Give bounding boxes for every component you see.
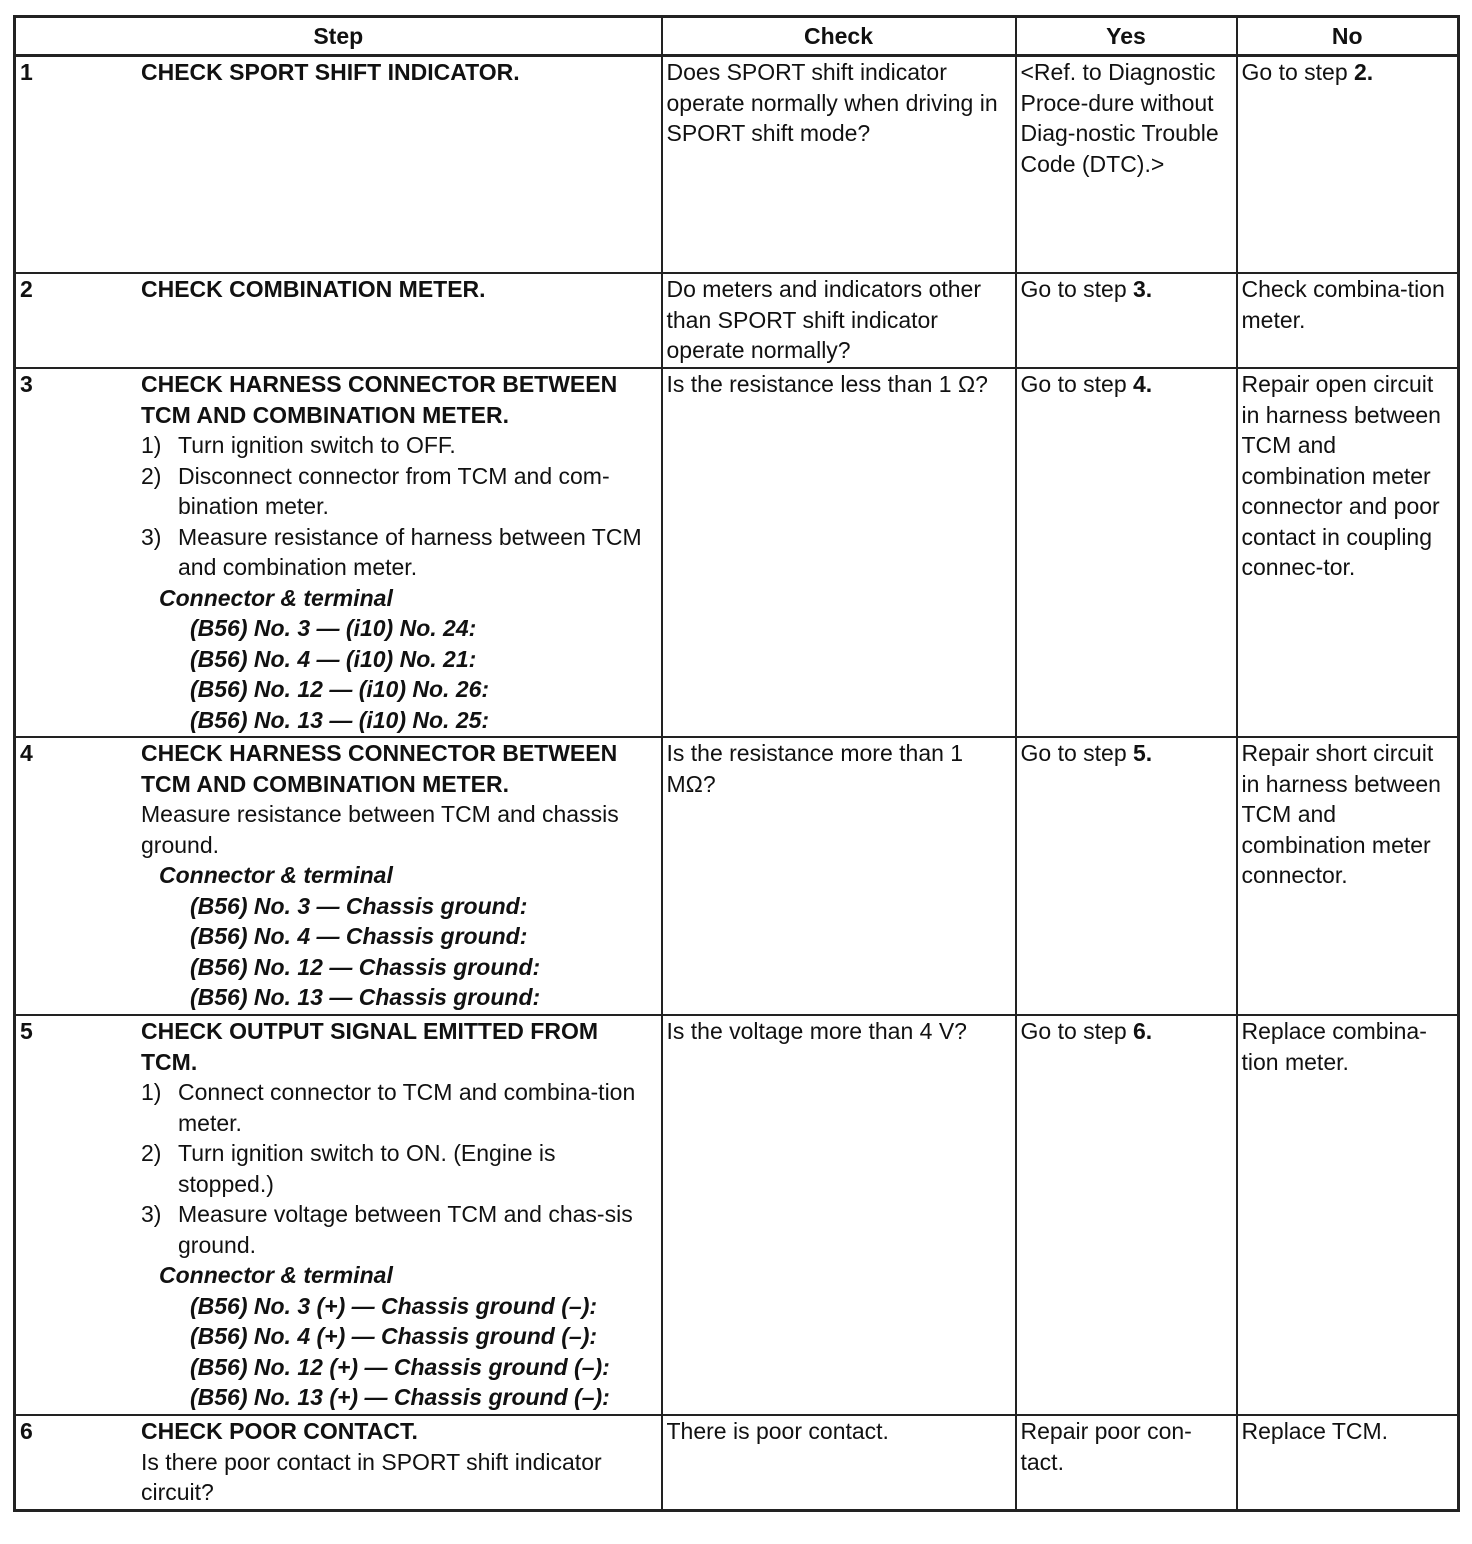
goto-step-link: 6. [1133, 1018, 1153, 1044]
no-cell: Check combina-tion meter. [1237, 273, 1459, 368]
yes-text: Go to step [1020, 1018, 1134, 1044]
connector-terminal: (B56) No. 3 (+) — Chassis ground (–): [190, 1292, 598, 1319]
step-instruction: Measure resistance between TCM and chassis ground. [141, 801, 619, 858]
procedure-number: 3) [141, 1201, 162, 1227]
connector-heading: Connector & terminal [159, 584, 393, 611]
step-title: CHECK SPORT SHIFT INDICATOR. [141, 59, 520, 85]
goto-step-link: 4. [1133, 371, 1153, 397]
yes-cell [1016, 1015, 1237, 1415]
no-text: Go to step [1241, 59, 1355, 85]
procedure-number: 2) [141, 1140, 162, 1166]
procedure-text: Disconnect connector from TCM and com-bination meter. [178, 462, 610, 519]
step-title: CHECK OUTPUT SIGNAL EMITTED FROM TCM. [141, 1018, 599, 1075]
check-cell: Is the resistance less than 1 Ω? [662, 368, 1016, 737]
procedure-text: Measure resistance of harness between TCM and combination meter. [178, 523, 642, 580]
no-cell: Repair open circuit in harness between TCM and combination meter connector and poor contact in coupling connec-tor. [1237, 368, 1459, 737]
check-cell: Does SPORT shift indicator operate normally when driving in SPORT shift mode? [662, 56, 1016, 274]
check-cell: Is the resistance more than 1 MΩ? [662, 737, 1016, 1015]
yes-text: Go to step [1020, 740, 1134, 766]
check-cell: There is poor contact. [662, 1415, 1016, 1511]
step-title: CHECK COMBINATION METER. [141, 276, 486, 302]
procedure-number: 2) [141, 462, 162, 489]
yes-cell [1016, 368, 1237, 737]
no-cell: Repair short circuit in harness between TCM and combination meter connector. [1237, 737, 1459, 1015]
step-cell [15, 1415, 662, 1511]
connector-terminal: (B56) No. 12 (+) — Chassis ground (–): [190, 1353, 610, 1380]
table-row [15, 368, 1459, 737]
step-cell [15, 737, 662, 1015]
connector-terminal: (B56) No. 3 — (i10) No. 24: [190, 615, 477, 641]
procedure-item [141, 1138, 658, 1199]
step-number: 4 [20, 740, 33, 766]
step-number: 5 [20, 1018, 33, 1044]
procedure-item [141, 1199, 658, 1260]
step-number: 1 [20, 59, 33, 85]
connector-terminal: (B56) No. 12 — Chassis ground: [190, 953, 541, 980]
connector-heading: Connector & terminal [159, 862, 393, 888]
procedure-item [141, 430, 658, 461]
procedure-number: 1) [141, 432, 162, 458]
check-cell: Is the voltage more than 4 V? [662, 1015, 1016, 1415]
step-cell [15, 56, 662, 274]
table-row [15, 273, 1459, 368]
procedure-text: Turn ignition switch to ON. (Engine is stopped.) [178, 1140, 556, 1197]
step-number: 2 [20, 276, 33, 302]
procedure-item [141, 461, 658, 522]
yes-cell: <Ref. to Diagnostic Proce-dure without Diag-nostic Trouble Code (DTC).> [1016, 56, 1237, 274]
step-cell [15, 273, 662, 368]
no-cell [1237, 56, 1459, 274]
yes-cell [1016, 273, 1237, 368]
header-no: No [1237, 17, 1459, 56]
connector-terminal: (B56) No. 13 — Chassis ground: [190, 984, 541, 1010]
header-check: Check [662, 17, 1016, 56]
procedure-text: Turn ignition switch to OFF. [178, 432, 456, 458]
yes-cell [1016, 737, 1237, 1015]
table-row [15, 737, 1459, 1015]
connector-terminal: (B56) No. 4 — Chassis ground: [190, 923, 528, 949]
connector-terminal: (B56) No. 4 — (i10) No. 21: [190, 645, 477, 672]
table-row [15, 56, 1459, 274]
step-cell [15, 1015, 662, 1415]
goto-step-link: 3. [1133, 276, 1153, 302]
no-cell: Replace combina-tion meter. [1237, 1015, 1459, 1415]
yes-cell: Repair poor con-tact. [1016, 1415, 1237, 1511]
step-title: CHECK POOR CONTACT. [141, 1418, 418, 1444]
table-row [15, 1415, 1459, 1511]
connector-heading: Connector & terminal [159, 1262, 393, 1288]
step-number: 6 [20, 1418, 33, 1444]
step-title: CHECK HARNESS CONNECTOR BETWEEN TCM AND COMBINATION METER. [141, 371, 618, 428]
step-cell [15, 368, 662, 737]
procedure-text: Connect connector to TCM and combina-tion meter. [178, 1079, 636, 1136]
header-step: Step [15, 17, 662, 56]
procedure-number: 1) [141, 1079, 162, 1105]
goto-step-link: 2. [1354, 59, 1374, 85]
procedure-item [141, 1077, 658, 1138]
no-cell: Replace TCM. [1237, 1415, 1459, 1511]
step-instruction: Is there poor contact in SPORT shift indicator circuit? [141, 1448, 602, 1505]
connector-terminal: (B56) No. 4 (+) — Chassis ground (–): [190, 1323, 598, 1349]
check-cell: Do meters and indicators other than SPORT shift indicator operate normally? [662, 273, 1016, 368]
step-number: 3 [20, 371, 33, 397]
step-title: CHECK HARNESS CONNECTOR BETWEEN TCM AND COMBINATION METER. [141, 740, 618, 797]
connector-terminal: (B56) No. 13 — (i10) No. 25: [190, 706, 490, 733]
yes-text: Go to step [1020, 371, 1134, 397]
connector-terminal: (B56) No. 12 — (i10) No. 26: [190, 676, 490, 702]
procedure-text: Measure voltage between TCM and chas-sis ground. [178, 1201, 633, 1258]
procedure-number: 3) [141, 523, 162, 550]
connector-terminal: (B56) No. 3 — Chassis ground: [190, 892, 528, 919]
yes-text: Go to step [1020, 276, 1134, 302]
procedure-item [141, 522, 658, 583]
connector-terminal: (B56) No. 13 (+) — Chassis ground (–): [190, 1384, 610, 1410]
diagnostic-table [13, 15, 1460, 1512]
table-header-row [15, 17, 1459, 56]
header-yes: Yes [1016, 17, 1237, 56]
goto-step-link: 5. [1133, 740, 1153, 766]
table-row [15, 1015, 1459, 1415]
